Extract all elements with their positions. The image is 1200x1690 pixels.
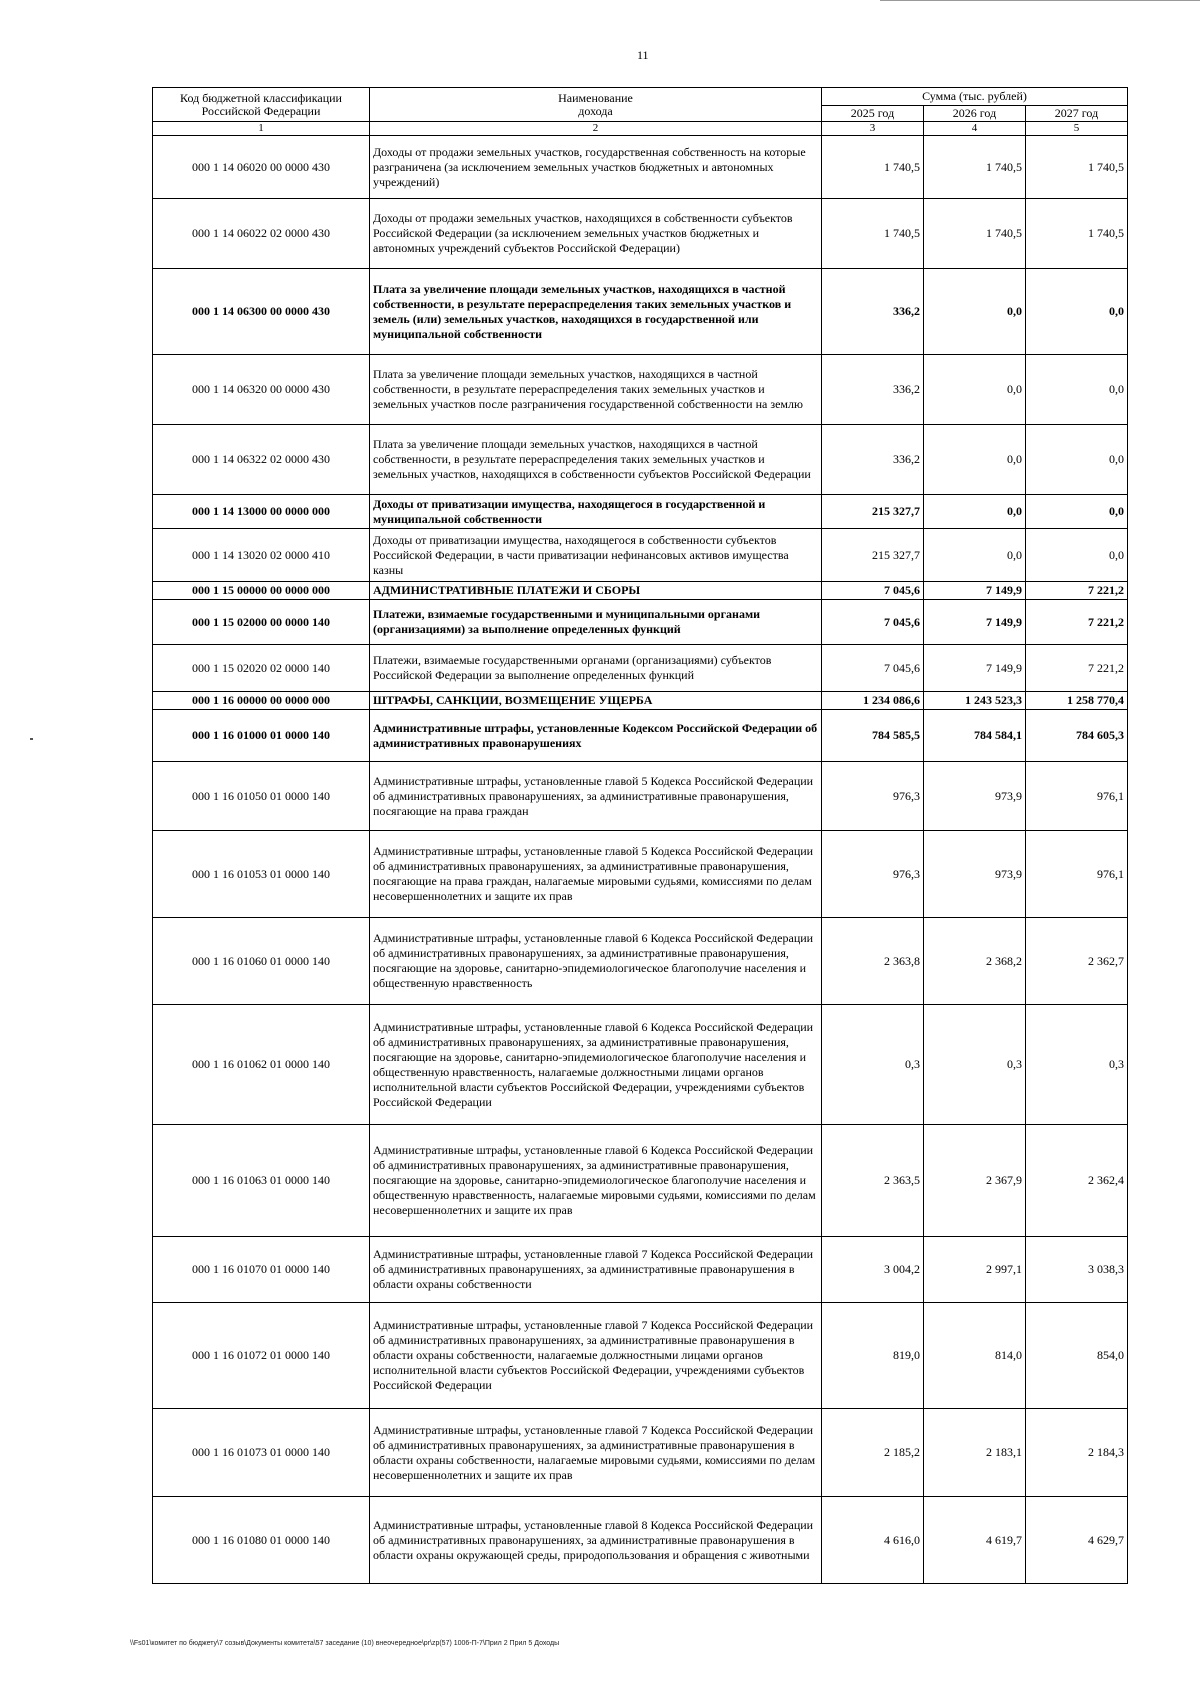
- row-value-2027: 0,0: [1026, 529, 1128, 582]
- row-name: Административные штрафы, установленные главой 6 Кодекса Российской Федерации об административных правонарушениях, за административные правонарушения, посягающие на здоровье, санитарно-эпидемиологическое благополучие населения и общественную нравственность, налагаемые должностными лицами органов исполнительной власти субъектов Российской Федерации, учреждениями субъектов Российской Федерации: [370, 1005, 822, 1125]
- row-value-2027: 2 184,3: [1026, 1409, 1128, 1497]
- table-row: [153, 918, 1128, 1005]
- table-row: [153, 710, 1128, 762]
- row-value-2026: 2 367,9: [924, 1125, 1026, 1237]
- row-value-2027: 7 221,2: [1026, 582, 1128, 600]
- header-name-line1: Наименование: [558, 90, 633, 105]
- header-year-2025: 2025 год: [822, 106, 924, 122]
- footer-file-path: \\Fs01\комитет по бюджету\7 созыв\Документы комитета\57 заседание (10) внеочередное\pr\zp(57) 1006-П-7\Прил 2 Прил 5 Доходы: [130, 1640, 560, 1647]
- header-year-2026: 2026 год: [924, 106, 1026, 122]
- header-year-2027: 2027 год: [1026, 106, 1128, 122]
- col-number-1: 1: [153, 122, 370, 136]
- row-value-2025: 1 740,5: [822, 136, 924, 199]
- row-name: Административные штрафы, установленные главой 5 Кодекса Российской Федерации об административных правонарушениях, за административные правонарушения, посягающие на права граждан, налагаемые мировыми судьями, комиссиями по делам несовершеннолетних и защите их прав: [370, 831, 822, 918]
- table-row: [153, 425, 1128, 495]
- header-code: Код бюджетной классификации Российской Федерации: [153, 88, 370, 122]
- row-value-2025: 336,2: [822, 355, 924, 425]
- row-value-2026: 1 740,5: [924, 136, 1026, 199]
- row-value-2027: 0,0: [1026, 269, 1128, 355]
- row-value-2025: 2 363,8: [822, 918, 924, 1005]
- row-value-2025: 215 327,7: [822, 529, 924, 582]
- row-value-2026: 7 149,9: [924, 645, 1026, 692]
- table-row: [153, 495, 1128, 529]
- row-value-2026: 784 584,1: [924, 710, 1026, 762]
- row-value-2027: 784 605,3: [1026, 710, 1128, 762]
- row-code: 000 1 14 13000 00 0000 000: [153, 495, 370, 529]
- row-value-2025: 336,2: [822, 425, 924, 495]
- header-name: [370, 88, 822, 122]
- table-row: [153, 600, 1128, 645]
- table-row: [153, 1237, 1128, 1303]
- row-name: Платежи, взимаемые государственными и муниципальными органами (организациями) за выполнение определенных функций: [370, 600, 822, 645]
- table-row: [153, 1409, 1128, 1497]
- table-row: [153, 692, 1128, 710]
- row-value-2025: 7 045,6: [822, 582, 924, 600]
- row-name: Плата за увеличение площади земельных участков, находящихся в частной собственности, в результате перераспределения таких земельных участков и земельных участков, находящихся в собственности субъектов Российской Федерации: [370, 425, 822, 495]
- row-value-2025: 1 740,5: [822, 199, 924, 269]
- row-value-2026: 2 183,1: [924, 1409, 1026, 1497]
- row-value-2027: 2 362,7: [1026, 918, 1128, 1005]
- row-name: Административные штрафы, установленные главой 6 Кодекса Российской Федерации об административных правонарушениях, за административные правонарушения, посягающие на здоровье, санитарно-эпидемиологическое благополучие населения и общественную нравственность, налагаемые мировыми судьями, комиссиями по делам несовершеннолетних и защите их прав: [370, 1125, 822, 1237]
- row-value-2026: 0,3: [924, 1005, 1026, 1125]
- row-value-2025: 2 363,5: [822, 1125, 924, 1237]
- row-code: 000 1 14 06322 02 0000 430: [153, 425, 370, 495]
- col-number-5: 5: [1026, 122, 1128, 136]
- table-row: [153, 1125, 1128, 1237]
- row-value-2025: 976,3: [822, 762, 924, 831]
- row-name: Доходы от приватизации имущества, находящегося в собственности субъектов Российской Федерации, в части приватизации нефинансовых активов имущества казны: [370, 529, 822, 582]
- scan-speck: [30, 738, 33, 740]
- row-value-2027: 1 258 770,4: [1026, 692, 1128, 710]
- table-row: [153, 1005, 1128, 1125]
- row-value-2025: 7 045,6: [822, 645, 924, 692]
- row-code: 000 1 16 01073 01 0000 140: [153, 1409, 370, 1497]
- row-value-2026: 0,0: [924, 355, 1026, 425]
- row-name: Административные штрафы, установленные главой 6 Кодекса Российской Федерации об административных правонарушениях, за административные правонарушения, посягающие на здоровье, санитарно-эпидемиологическое благополучие населения и общественную нравственность: [370, 918, 822, 1005]
- col-number-3: 3: [822, 122, 924, 136]
- row-code: 000 1 16 01000 01 0000 140: [153, 710, 370, 762]
- row-code: 000 1 14 06300 00 0000 430: [153, 269, 370, 355]
- col-number-4: 4: [924, 122, 1026, 136]
- row-code: 000 1 15 02000 00 0000 140: [153, 600, 370, 645]
- row-value-2027: 854,0: [1026, 1303, 1128, 1409]
- row-name: Административные штрафы, установленные главой 5 Кодекса Российской Федерации об административных правонарушениях, за административные правонарушения, посягающие на права граждан: [370, 762, 822, 831]
- row-value-2025: 4 616,0: [822, 1497, 924, 1584]
- row-value-2026: 0,0: [924, 529, 1026, 582]
- row-code: 000 1 16 01062 01 0000 140: [153, 1005, 370, 1125]
- row-value-2027: 0,0: [1026, 355, 1128, 425]
- row-value-2025: 215 327,7: [822, 495, 924, 529]
- row-value-2027: 2 362,4: [1026, 1125, 1128, 1237]
- row-value-2026: 7 149,9: [924, 600, 1026, 645]
- row-value-2025: 0,3: [822, 1005, 924, 1125]
- row-code: 000 1 15 00000 00 0000 000: [153, 582, 370, 600]
- row-value-2025: 784 585,5: [822, 710, 924, 762]
- row-value-2027: 976,1: [1026, 831, 1128, 918]
- table-row: [153, 582, 1128, 600]
- row-code: 000 1 16 01063 01 0000 140: [153, 1125, 370, 1237]
- row-code: 000 1 14 06020 00 0000 430: [153, 136, 370, 199]
- row-code: 000 1 15 02020 02 0000 140: [153, 645, 370, 692]
- row-value-2026: 4 619,7: [924, 1497, 1026, 1584]
- table-row: [153, 199, 1128, 269]
- row-value-2025: 2 185,2: [822, 1409, 924, 1497]
- header-name-line2: дохода: [578, 103, 613, 118]
- table-row: [153, 762, 1128, 831]
- revenue-table: [152, 87, 1128, 1584]
- row-value-2026: 2 368,2: [924, 918, 1026, 1005]
- row-name: Доходы от продажи земельных участков, находящихся в собственности субъектов Российской Федерации (за исключением земельных участков бюджетных и автономных учреждений субъектов Российской Федерации): [370, 199, 822, 269]
- row-code: 000 1 14 06320 00 0000 430: [153, 355, 370, 425]
- row-value-2025: 3 004,2: [822, 1237, 924, 1303]
- header-sum-group: Сумма (тыс. рублей): [822, 88, 1128, 106]
- row-value-2026: 1 740,5: [924, 199, 1026, 269]
- row-value-2027: 1 740,5: [1026, 136, 1128, 199]
- row-name: Плата за увеличение площади земельных участков, находящихся в частной собственности, в результате перераспределения таких земельных участков и земельных участков после разграничения государственной собственности на землю: [370, 355, 822, 425]
- row-value-2027: 4 629,7: [1026, 1497, 1128, 1584]
- col-number-2: 2: [370, 122, 822, 136]
- row-value-2027: 3 038,3: [1026, 1237, 1128, 1303]
- row-code: 000 1 16 01080 01 0000 140: [153, 1497, 370, 1584]
- row-code: 000 1 16 01072 01 0000 140: [153, 1303, 370, 1409]
- row-value-2025: 1 234 086,6: [822, 692, 924, 710]
- row-name: Административные штрафы, установленные главой 7 Кодекса Российской Федерации об административных правонарушениях, за административные правонарушения в области охраны собственности, налагаемые должностными лицами органов исполнительной власти субъектов Российской Федерации, учреждениями субъектов Российской Федерации: [370, 1303, 822, 1409]
- table-row: [153, 355, 1128, 425]
- row-name: Административные штрафы, установленные главой 7 Кодекса Российской Федерации об административных правонарушениях, за административные правонарушения в области охраны собственности: [370, 1237, 822, 1303]
- top-edge-line: [880, 0, 1200, 1]
- row-value-2026: 7 149,9: [924, 582, 1026, 600]
- table-row: [153, 831, 1128, 918]
- row-value-2026: 973,9: [924, 831, 1026, 918]
- row-value-2026: 0,0: [924, 269, 1026, 355]
- row-value-2026: 2 997,1: [924, 1237, 1026, 1303]
- table-row: [153, 1303, 1128, 1409]
- row-name: ШТРАФЫ, САНКЦИИ, ВОЗМЕЩЕНИЕ УЩЕРБА: [370, 692, 822, 710]
- row-name: Административные штрафы, установленные главой 8 Кодекса Российской Федерации об административных правонарушениях, за административные правонарушения в области охраны окружающей среды, природопользования и обращения с животными: [370, 1497, 822, 1584]
- table-row: [153, 1497, 1128, 1584]
- row-value-2025: 336,2: [822, 269, 924, 355]
- row-code: 000 1 16 01060 01 0000 140: [153, 918, 370, 1005]
- row-name: Административные штрафы, установленные Кодексом Российской Федерации об административных правонарушениях: [370, 710, 822, 762]
- table-row: [153, 645, 1128, 692]
- row-code: 000 1 16 01050 01 0000 140: [153, 762, 370, 831]
- row-value-2027: 7 221,2: [1026, 645, 1128, 692]
- row-name: Платежи, взимаемые государственными органами (организациями) субъектов Российской Федерации за выполнение определенных функций: [370, 645, 822, 692]
- row-code: 000 1 14 13020 02 0000 410: [153, 529, 370, 582]
- row-value-2025: 976,3: [822, 831, 924, 918]
- row-value-2026: 973,9: [924, 762, 1026, 831]
- row-value-2027: 0,0: [1026, 425, 1128, 495]
- row-name: Плата за увеличение площади земельных участков, находящихся в частной собственности, в результате перераспределения таких земельных участков и земель (или) земельных участков, находящихся в государственной или муниципальной собственности: [370, 269, 822, 355]
- row-value-2025: 819,0: [822, 1303, 924, 1409]
- row-value-2027: 7 221,2: [1026, 600, 1128, 645]
- row-value-2027: 0,0: [1026, 495, 1128, 529]
- row-value-2025: 7 045,6: [822, 600, 924, 645]
- table-row: [153, 136, 1128, 199]
- row-name: АДМИНИСТРАТИВНЫЕ ПЛАТЕЖИ И СБОРЫ: [370, 582, 822, 600]
- row-value-2027: 976,1: [1026, 762, 1128, 831]
- row-value-2027: 0,3: [1026, 1005, 1128, 1125]
- page-number: 11: [637, 48, 649, 62]
- row-value-2026: 1 243 523,3: [924, 692, 1026, 710]
- row-value-2026: 0,0: [924, 425, 1026, 495]
- row-name: Доходы от продажи земельных участков, государственная собственность на которые разграничена (за исключением земельных участков бюджетных и автономных учреждений): [370, 136, 822, 199]
- row-code: 000 1 14 06022 02 0000 430: [153, 199, 370, 269]
- table-row: [153, 269, 1128, 355]
- row-code: 000 1 16 01053 01 0000 140: [153, 831, 370, 918]
- table-row: [153, 529, 1128, 582]
- row-value-2026: 814,0: [924, 1303, 1026, 1409]
- row-name: Административные штрафы, установленные главой 7 Кодекса Российской Федерации об административных правонарушениях, за административные правонарушения в области охраны собственности, налагаемые мировыми судьями, комиссиями по делам несовершеннолетних и защите их прав: [370, 1409, 822, 1497]
- row-value-2027: 1 740,5: [1026, 199, 1128, 269]
- row-code: 000 1 16 01070 01 0000 140: [153, 1237, 370, 1303]
- row-code: 000 1 16 00000 00 0000 000: [153, 692, 370, 710]
- row-value-2026: 0,0: [924, 495, 1026, 529]
- row-name: Доходы от приватизации имущества, находящегося в государственной и муниципальной собственности: [370, 495, 822, 529]
- table-body: [153, 136, 1128, 1584]
